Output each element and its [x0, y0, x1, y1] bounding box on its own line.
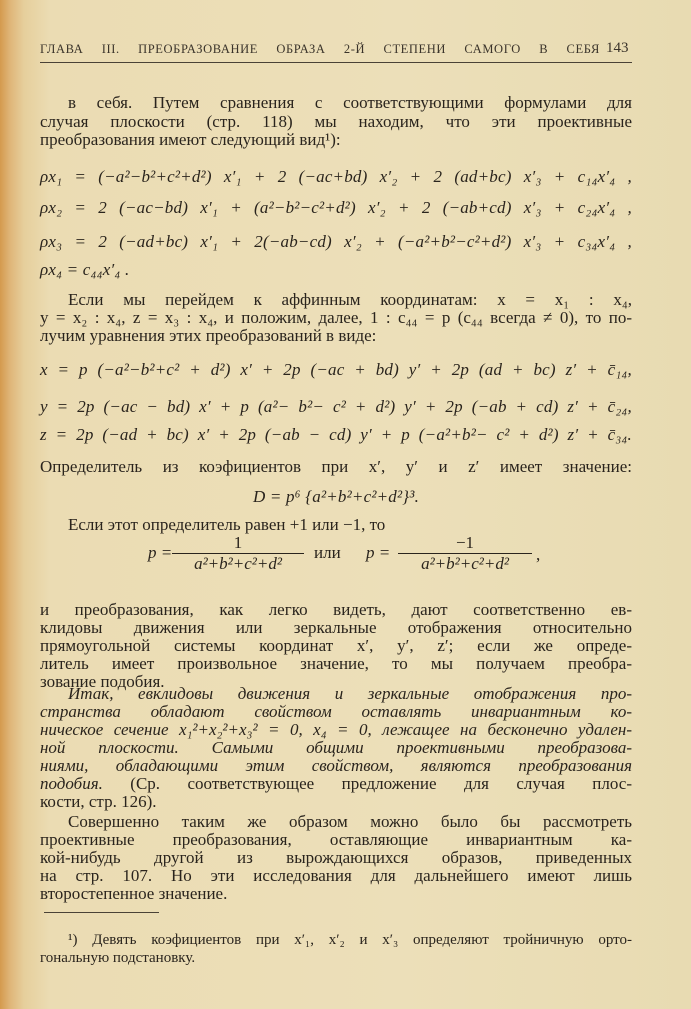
- paragraph-line: прямоугольной системы координат x′, y′, z′; если же опреде-: [40, 636, 632, 655]
- footnote-rule: [44, 912, 159, 913]
- paragraph-line: y = x₂ : x₄, z = x₃ : x₄, и положим, далее, 1 : c₄₄ = p (c₄₄ всегда ≠ 0), то по-: [40, 308, 632, 327]
- theorem-line: странства обладают свойством оставлять инвариантным ко-: [40, 702, 632, 721]
- determinant-formula: D = p⁶ {a²+b²+c²+d²}³.: [252, 487, 420, 506]
- paragraph-line: Если этот определитель равен +1 или −1, то: [68, 515, 386, 534]
- equation: ρx₃ = 2 (−ad+bc) x′₁ + 2(−ab−cd) x′₂ + (−a²+b²−c²+d²) x′₃ + c₃₄x′₄ ,: [40, 232, 632, 251]
- paragraph-line: и преобразования, как легко видеть, дают соответственно ев-: [40, 600, 632, 619]
- equation: y = 2p (−ac − bd) x′ + p (a²− b²− c² + d²) y′ + 2p (−ab + cd) z′ + c̄₂₄,: [40, 397, 632, 416]
- header-rule: [40, 62, 632, 63]
- equation: x = p (−a²−b²+c² + d²) x′ + 2p (−ac + bd) y′ + 2p (ad + bc) z′ + c̄₁₄,: [40, 360, 632, 379]
- paragraph-line: Совершенно таким же образом можно было бы рассмотреть: [68, 812, 632, 831]
- theorem-line: ническое сечение x₁²+x₂²+x₃² = 0, x₄ = 0, лежащее на бесконечно удален-: [40, 720, 632, 739]
- fraction-lhs-1: p =: [148, 543, 173, 562]
- denominator-2: a²+b²+c²+d²: [421, 554, 509, 573]
- theorem-reference: (Ср. соответствующее предложение для случая плос-: [102, 774, 632, 793]
- paragraph-line: случая плоскости (стр. 118) мы находим, что эти проективные: [40, 112, 632, 131]
- theorem-line: Итак, евклидовы движения и зеркальные отображения про-: [68, 684, 632, 703]
- fraction-or: или: [314, 543, 341, 562]
- paragraph-line: кости, стр. 126).: [40, 792, 157, 811]
- page-number: 143: [606, 40, 629, 56]
- numerator-2: −1: [398, 533, 532, 554]
- paragraph-line: Если мы перейдем к аффинным координатам: x = x₁ : x₄,: [68, 290, 632, 309]
- paragraph-line: зование подобия.: [40, 672, 165, 691]
- theorem-italic-end: подобия.: [40, 774, 103, 793]
- running-header: ГЛАВА III. ПРЕОБРАЗОВАНИЕ ОБРАЗА 2-Й СТЕПЕНИ САМОГО В СЕБЯ: [40, 42, 600, 56]
- paragraph-line: Определитель из коэфициентов при x′, y′ и z′ имеет значение:: [40, 457, 632, 476]
- equation: ρx₂ = 2 (−ac−bd) x′₁ + (a²−b²−c²+d²) x′₂ + 2 (−ab+cd) x′₃ + c₂₄x′₄ ,: [40, 198, 632, 217]
- paragraph-line: лучим уравнения этих преобразований в виде:: [40, 326, 377, 345]
- footnote-line: гональную подстановку.: [40, 950, 196, 966]
- denominator-1: a²+b²+c²+d²: [194, 554, 282, 573]
- equation: ρx₁ = (−a²−b²+c²+d²) x′₁ + 2 (−ac+bd) x′₂ + 2 (ad+bc) x′₃ + c₁₄x′₄ ,: [40, 167, 632, 186]
- theorem-line: ной плоскости. Самыми общими проективными преобразова-: [40, 738, 632, 757]
- footnote-line: ¹) Девять коэфициентов при x′₁, x′₂ и x′₃ определяют тройничную орто-: [68, 932, 632, 948]
- paragraph-line: в себя. Путем сравнения с соответствующими формулами для: [68, 93, 632, 112]
- paragraph-line: кой-нибудь другой из вырождающихся образов, приведенных: [40, 848, 632, 867]
- paragraph-line: литель имеет произвольное значение, то мы получаем преобра-: [40, 654, 632, 673]
- paragraph-line: на стр. 107. Но эти исследования для дальнейшего имеют лишь: [40, 866, 632, 885]
- equation: ρx₄ = c₄₄x′₄ .: [40, 260, 130, 279]
- theorem-line: [40, 774, 632, 794]
- fraction-2: [398, 533, 532, 574]
- fraction-1: [172, 533, 304, 574]
- paragraph-line: проективные преобразования, оставляющие инвариантным ка-: [40, 830, 632, 849]
- fraction-lhs-2: p =: [366, 543, 391, 562]
- equation: z = 2p (−ad + bc) x′ + 2p (−ab − cd) y′ + p (−a²+b²− c² + d²) z′ + c̄₃₄.: [40, 425, 632, 444]
- fraction-tail: ,: [536, 545, 541, 564]
- paragraph-line: преобразования имеют следующий вид¹):: [40, 130, 341, 149]
- paragraph-line: клидовы движения или зеркальные отображения относительно: [40, 618, 632, 637]
- theorem-line: ниями, обладающими этим свойством, являются преобразования: [40, 756, 632, 775]
- numerator-1: 1: [172, 533, 304, 554]
- paragraph-line: второстепенное значение.: [40, 884, 228, 903]
